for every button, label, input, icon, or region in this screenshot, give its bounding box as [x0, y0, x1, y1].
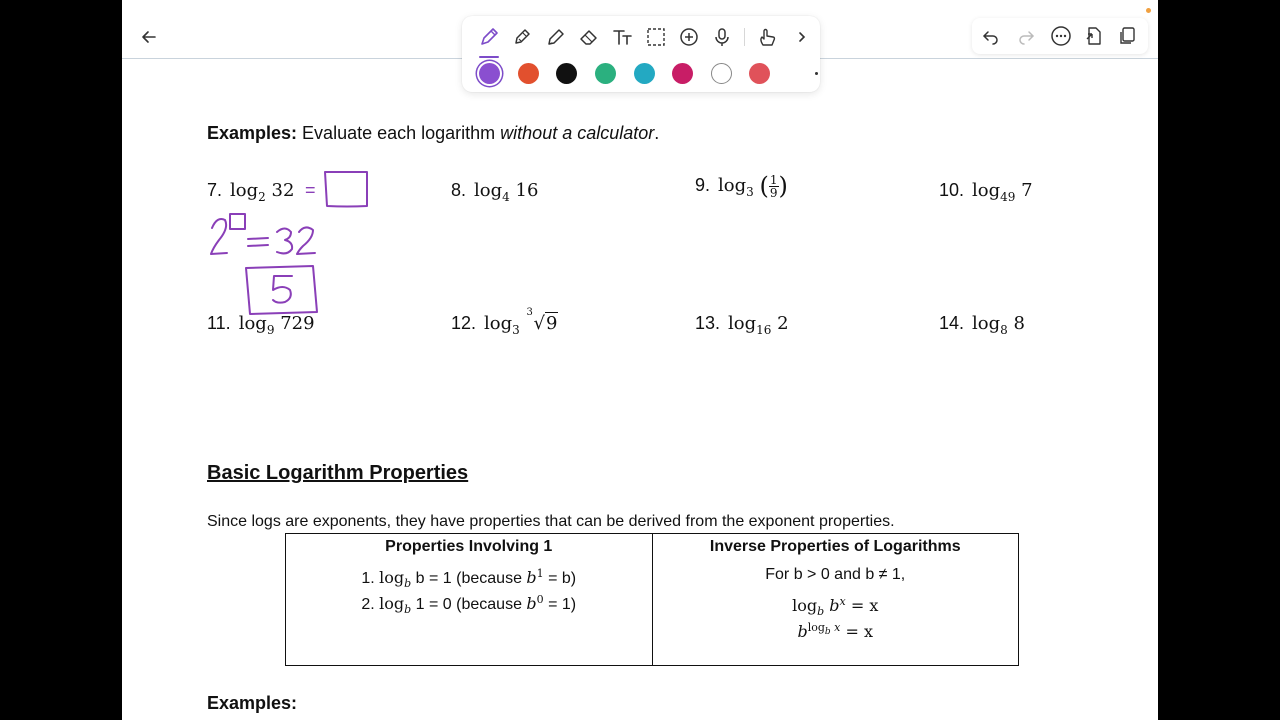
pencil-icon[interactable] [543, 24, 569, 50]
back-arrow-icon [140, 28, 158, 46]
export-icon[interactable] [1082, 24, 1106, 48]
exponent: 0 [536, 593, 544, 606]
more-icon[interactable] [1049, 24, 1073, 48]
color-swatch-orange-red[interactable] [518, 63, 539, 84]
properties-involving-1-column [286, 534, 652, 665]
inverse-property-2 [653, 621, 1019, 642]
problem-11: 11. $\log_9 729$ [207, 313, 315, 337]
ink-digit-2 [211, 219, 227, 254]
color-swatch-red[interactable] [749, 63, 770, 84]
problem-14: 14. $\log_8 8$ [939, 313, 1025, 337]
log-base: 49 [1000, 190, 1016, 204]
pen-icon[interactable] [476, 24, 502, 50]
log-argument: 16 [515, 180, 539, 201]
ink-equals-label: = [305, 180, 316, 200]
document-actions [972, 18, 1148, 54]
examples-heading [207, 123, 659, 144]
exponent-log-base: b [824, 627, 831, 637]
eraser-icon[interactable] [576, 24, 602, 50]
highlighter-icon[interactable] [509, 24, 535, 50]
drawing-toolbar [462, 16, 820, 92]
microphone-icon[interactable] [709, 24, 735, 50]
base-var: b [526, 594, 537, 613]
ink-digit-3 [277, 229, 292, 254]
radicand: 9 [546, 313, 558, 334]
property-text-end: = 1) [543, 596, 577, 613]
more-colors-indicator[interactable] [815, 72, 818, 75]
property-1: 1. $\log_b b = 1$ (because $b^1 = b$) [361, 567, 577, 590]
cube-root: 3 √9 [526, 307, 558, 334]
problem-13: 13. $\log_{16} 2$ [695, 313, 789, 337]
undo-icon[interactable] [979, 24, 1003, 48]
base-var: b [404, 577, 412, 590]
log-base: 8 [1000, 323, 1008, 337]
problem-number: 11. [207, 313, 231, 333]
document-page [122, 0, 1158, 720]
log-argument: 2 [777, 313, 789, 334]
problem-10: 10. $\log_{49} 7$ [939, 180, 1033, 204]
log-base: 2 [258, 190, 266, 204]
problem-9: 9. $\log_3$ ( $\frac{1}{9}$ ) [695, 172, 788, 200]
equation-rhs: = x [845, 596, 879, 615]
base-var: b [404, 603, 412, 616]
active-tool-indicator [479, 56, 499, 58]
property-number: 1. [361, 570, 375, 587]
examples-instruction-italic: without a calculator [500, 123, 655, 143]
inverse-properties-column [652, 534, 1019, 665]
color-swatch-white[interactable] [711, 63, 732, 84]
problem-number: 9. [695, 175, 711, 195]
log-base: 9 [266, 323, 275, 337]
problem-8: 8. $\log_4 16$ [451, 180, 539, 204]
problem-12: 12. $\log_3$ 3 √9 [451, 307, 558, 337]
log-base: 3 [746, 185, 754, 199]
touch-write-icon[interactable] [754, 24, 780, 50]
add-icon[interactable] [676, 24, 702, 50]
problem-7: 7. $\log_2 32$ [207, 180, 295, 204]
color-swatch-purple[interactable] [479, 63, 500, 84]
exponent-log: log [807, 621, 825, 634]
exponent: x [839, 595, 846, 608]
problem-number: 12. [451, 313, 477, 333]
property-number: 2. [361, 596, 375, 613]
property-2: 2. $\log_b 1 = 0$ (because $b^0 = 1$) [361, 593, 577, 616]
text-icon[interactable] [610, 24, 636, 50]
fraction-denominator: 9 [769, 185, 778, 200]
log-argument: 8 [1013, 313, 1025, 334]
column-title: Inverse Properties of Logarithms [709, 538, 961, 555]
section-intro: Since logs are exponents, they have properties that can be derived from the exponent properties. [207, 513, 895, 530]
section-title: Basic Logarithm Properties [207, 462, 469, 484]
log-argument: 32 [271, 180, 295, 201]
color-swatch-black[interactable] [556, 63, 577, 84]
property-text: 1 = 0 (because [411, 596, 527, 613]
column-title: Properties Involving 1 [385, 538, 553, 555]
ink-answer-frame [246, 266, 317, 314]
log-argument: 7 [1021, 180, 1033, 201]
ink-answer-box [325, 172, 367, 207]
property-text: b = 1 (because [411, 570, 527, 587]
toolbar-separator [744, 28, 745, 46]
examples-heading-2: Examples: [207, 693, 298, 713]
log-base: 3 [512, 323, 520, 337]
property-text-end: = b) [543, 570, 577, 587]
exponent-var: x [830, 621, 841, 634]
properties-table [285, 533, 1019, 666]
exponent: 1 [536, 567, 544, 580]
examples-period: . [654, 123, 660, 143]
log-base: 4 [502, 190, 510, 204]
log-base: 16 [756, 323, 772, 337]
examples-instruction: Evaluate each logarithm [297, 123, 501, 143]
fraction-numerator: 1 [769, 172, 778, 187]
base-var: b [824, 596, 840, 615]
color-swatch-green[interactable] [595, 63, 616, 84]
color-swatch-magenta[interactable] [672, 63, 693, 84]
ink-equals-sign [248, 238, 268, 246]
problem-number: 7. [207, 180, 223, 200]
duplicate-icon[interactable] [1115, 24, 1139, 48]
chevron-right-icon[interactable] [789, 24, 815, 50]
inverse-property-1: $\log_b b^x = x$ [792, 595, 879, 618]
problem-number: 13. [695, 313, 721, 333]
examples-label: Examples: [207, 123, 298, 143]
ink-digit-2b [297, 227, 315, 254]
lasso-select-icon[interactable] [643, 24, 669, 50]
status-indicator [1146, 8, 1151, 13]
problem-number: 14. [939, 313, 965, 333]
base-var: b [526, 568, 537, 587]
inverse-condition: For b > 0 and b ≠ 1, [765, 566, 906, 583]
ink-exponent-box [230, 214, 245, 229]
log-argument: 729 [280, 313, 315, 334]
ink-answer-5 [273, 276, 292, 303]
problem-number: 8. [451, 180, 467, 200]
back-button[interactable] [134, 22, 164, 52]
problem-number: 10. [939, 180, 965, 200]
redo-icon[interactable] [1014, 24, 1038, 48]
base-var: b [817, 605, 825, 618]
base-var: b [797, 622, 808, 641]
color-swatch-teal[interactable] [634, 63, 655, 84]
root-index: 3 [526, 307, 533, 318]
fraction [769, 174, 779, 199]
equation-rhs: = x [840, 622, 873, 641]
